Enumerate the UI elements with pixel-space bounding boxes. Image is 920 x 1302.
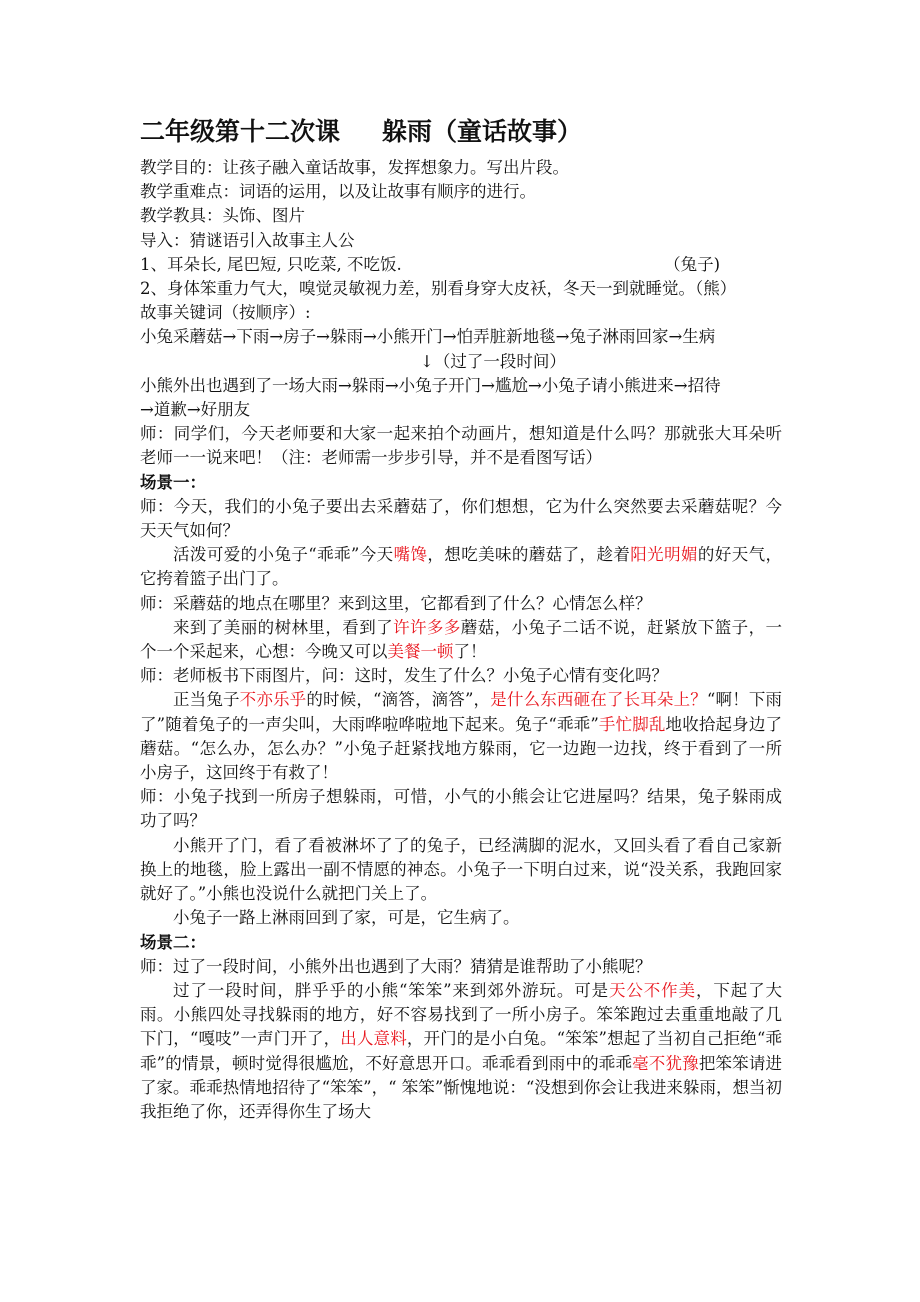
teacher-question-4: 师：小兔子找到一所房子想躲雨，可惜，小气的小熊会让它进屋吗？结果，兔子躲雨成功了吗？ [140, 787, 782, 831]
story-paragraph-5: 小兔子一路上淋雨回到了家，可是，它生病了。 [173, 908, 520, 928]
story-paragraph-6 [140, 979, 782, 1124]
text-run: ，想吃美味的蘑菇了，趁着 [427, 545, 631, 565]
story-paragraph-1 [140, 543, 782, 591]
keywords-part-1: 小兔采蘑菇→下雨→房子→躲雨→小熊开门→怕弄脏新地毯→兔子淋雨回家→生病 [140, 327, 716, 347]
keywords-part-2: 小熊外出也遇到了一场大雨→躲雨→小兔子开门→尴尬→小兔子请小熊进来→招待 [140, 375, 721, 395]
riddle-1-answer: （兔子) [664, 254, 720, 274]
text-run: 蘑菇，小兔子二话不说，赶紧放下篮子，一个一个采起来，心想：今晚又可以 [140, 617, 783, 662]
keywords-label: 故事关键词（按顺序）: [140, 303, 311, 323]
text-run: 把笨笨请进了家。乖乖热情地招待了“笨笨”，“ 笨笨”惭愧地说：“没想到你会让我进来躲雨，想当初我拒绝了你，还弄得你生了场大 [140, 1053, 783, 1121]
text-run: 地收拾起身边了蘑菇。“怎么办，怎么办？”小兔子赶紧找地方躲雨，它一边跑一边找，终于看到了一所小房子，这回终于有救了！ [140, 714, 782, 783]
lesson-title [140, 112, 782, 152]
text-run: ，开门的是小白兔。“笨笨”想起了当初自己拒绝“乖乖”的情景，顿时觉得很尴尬，不好意思开口。乖乖看到雨中的乖乖 [140, 1029, 783, 1073]
highlight-word: 天公不作美 [609, 980, 696, 1000]
highlight-word: 许许多多 [393, 617, 461, 637]
highlight-phrase: 是什么东西砸在了长耳朵上？ [490, 690, 707, 710]
time-pass-arrow: ↓（过了一段时间） [420, 351, 566, 371]
riddle-1 [140, 253, 782, 277]
document-page [140, 112, 782, 1124]
teacher-question-2: 师：采蘑菇的地点在哪里？来到这里，它都看到了什么？心情怎么样？ [140, 593, 652, 613]
highlight-word: 不亦乐乎 [239, 690, 307, 710]
keywords-part-3: →道歉→好朋友 [140, 400, 251, 420]
story-paragraph-2 [140, 616, 782, 664]
highlight-word: 毫不犹豫 [632, 1053, 699, 1073]
text-run: “啊！下雨了”随着兔子的一声尖叫，大雨哗啦哗啦地下起来。兔子“乖乖” [140, 690, 783, 734]
text-run: 正当兔子 [173, 690, 240, 710]
scene-2-heading: 场景二： [140, 932, 206, 952]
story-paragraph-4: 小熊开了门，看了看被淋坏了了的兔子，已经满脚的泥水，又回头看了看自己家新换上的地毯，脸上露出一副不情愿的神态。小兔子一下明白过来，说“没关系，我跑回家就好了。”小熊也没说什么就把门关上了。 [140, 835, 782, 904]
teaching-goal: 教学目的：让孩子融入童话故事，发挥想象力。写出片段。 [140, 158, 569, 177]
teaching-tools: 教学教具：头饰、图片 [140, 206, 305, 226]
highlight-word: 嘴馋 [393, 545, 428, 565]
highlight-word: 出人意料 [340, 1029, 407, 1049]
text-run: 的好天气，它挎着篮子出门了。 [140, 545, 782, 589]
title-left: 二年级第十二次课 [140, 117, 341, 146]
teacher-intro: 师：同学们，今天老师要和大家一起来拍个动画片，想知道是什么吗？那就张大耳朵听老师一一说来吧！（注：老师需一步步引导，并不是看图写话） [140, 424, 782, 468]
text-run: 来到了美丽的树林里，看到了 [173, 617, 394, 637]
scene-1-heading: 场景一： [140, 472, 206, 492]
text-run: ，下起了大雨。小熊四处寻找躲雨的地方，好不容易找到了一所小房子。笨笨跑过去重重地敲了几下门，“嘎吱”一声门开了， [140, 980, 783, 1049]
highlight-word: 阳光明媚 [630, 545, 698, 565]
teaching-difficulty: 教学重难点：词语的运用，以及让故事有顺序的进行。 [140, 182, 536, 202]
story-paragraph-3 [140, 688, 782, 785]
text-run: 了！ [453, 642, 487, 662]
highlight-word: 手忙脚乱 [598, 714, 666, 734]
teacher-question-5: 师：过了一段时间，小熊外出也遇到了大雨？猜猜是谁帮助了小熊呢？ [140, 956, 652, 976]
text-run: 的时候，“滴答，滴答”， [306, 690, 491, 710]
lesson-intro: 导入：猜谜语引入故事主人公 [140, 230, 355, 250]
text-run: 活泼可爱的小兔子“乖乖”今天 [173, 545, 394, 565]
title-right: 躲雨（童话故事） [382, 117, 583, 146]
teacher-question-1: 师：今天，我们的小兔子要出去采蘑菇了，你们想想，它为什么突然要去采蘑菇呢？今天天气如何？ [140, 496, 782, 541]
riddle-2: 2、身体笨重力气大，嗅觉灵敏视力差，别看身穿大皮袄，冬天一到就睡觉。（熊） [140, 279, 737, 299]
text-run: 过了一段时间，胖乎乎的小熊“笨笨”来到郊外游玩。可是 [173, 980, 609, 1000]
teacher-question-3: 师：老师板书下雨图片，问：这时，发生了什么？小兔子心情有变化吗？ [140, 666, 668, 686]
riddle-1-text: 1、耳朵长, 尾巴短, 只吃菜, 不吃饭. [140, 254, 402, 274]
highlight-word: 美餐一顿 [387, 642, 454, 662]
